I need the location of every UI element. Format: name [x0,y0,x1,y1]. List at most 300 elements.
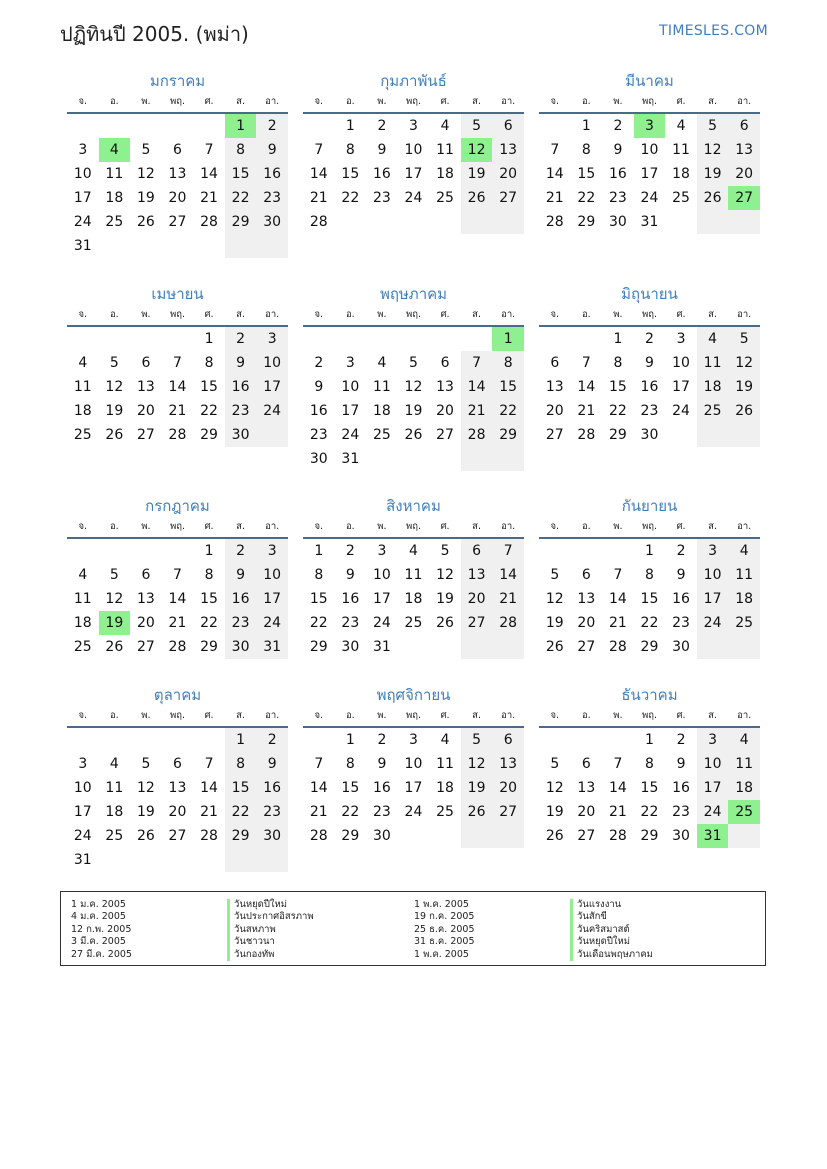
day-cell: 20 [168,804,187,820]
day-cell: 6 [461,539,493,563]
day-cell: 30 [225,423,257,447]
day-cell: 27 [461,611,493,635]
empty-cell [728,824,760,848]
weekday-label: ศ. [440,96,450,107]
day-cell: 4 [99,138,131,162]
day-grid [539,327,760,447]
day-cell: 17 [404,166,423,182]
day-cell: 18 [73,615,92,631]
day-grid [303,539,524,659]
day-cell: 29 [200,639,218,655]
day-cell: 5 [728,327,760,351]
day-cell: 18 [728,587,760,611]
weekday-label: จ. [550,96,560,107]
day-cell: 22 [341,804,360,820]
day-cell: 11 [697,351,729,375]
empty-cell [429,635,461,659]
day-cell: 18 [372,403,391,419]
weekday-label: พ. [613,521,623,532]
holiday-name: วันประกาศอิสรภาพ [227,911,314,923]
day-cell: 24 [256,399,288,423]
day-cell: 12 [461,752,493,776]
day-cell: 22 [341,190,360,206]
day-cell: 9 [314,379,324,395]
weekday-label: พ. [613,96,623,107]
empty-cell [492,635,524,659]
day-cell: 2 [676,543,686,559]
holiday-date: 4 ม.ค. 2005 [71,911,126,923]
weekday-label: พ. [141,309,151,320]
day-cell: 13 [168,780,187,796]
empty-cell [67,327,99,351]
day-cell: 9 [377,756,387,772]
day-cell: 23 [372,804,391,820]
day-cell: 30 [309,451,328,467]
day-cell: 12 [404,379,423,395]
day-cell: 6 [173,756,182,772]
day-cell: 7 [613,756,623,772]
empty-cell [366,447,398,471]
holiday-date: 1 ม.ค. 2005 [71,899,126,910]
day-cell: 10 [341,379,360,395]
day-cell: 6 [581,567,591,583]
holiday-names-col-2 [570,899,653,961]
weekday-label: อา. [265,96,280,107]
day-cell: 15 [225,162,257,186]
day-cell: 15 [341,780,360,796]
day-cell: 13 [436,379,454,395]
day-cell: 25 [73,639,92,655]
day-cell: 9 [613,142,623,158]
day-cell: 18 [697,375,729,399]
weekday-label: อา. [501,710,516,721]
day-cell: 21 [309,190,328,206]
day-cell: 16 [640,379,659,395]
day-cell: 14 [168,379,187,395]
day-cell: 2 [377,118,387,134]
empty-cell [162,728,194,752]
day-cell: 16 [672,591,690,607]
day-cell: 20 [728,162,760,186]
weekday-label: พฤ. [641,309,657,320]
day-cell: 29 [640,639,659,655]
day-cell: 24 [73,828,92,844]
day-cell: 20 [136,403,155,419]
empty-cell [162,327,194,351]
day-cell: 10 [73,166,92,182]
month-name: กรกฎาคม [145,497,210,515]
day-cell: 17 [73,190,92,206]
empty-cell [67,539,99,563]
day-cell: 20 [436,403,454,419]
day-cell: 16 [672,780,690,796]
day-cell: 2 [345,543,355,559]
day-cell: 26 [461,186,493,210]
weekday-label: ศ. [204,521,214,532]
weekday-label: จ. [314,309,324,320]
day-cell: 6 [141,355,151,371]
empty-cell [335,210,367,234]
day-cell: 1 [204,331,214,347]
empty-cell [225,234,257,258]
day-cell: 25 [436,190,454,206]
month-block [67,283,288,447]
empty-cell [193,728,225,752]
day-cell: 19 [461,162,493,186]
holiday-name: วันชาวนา [227,936,314,948]
day-cell: 5 [109,567,119,583]
empty-cell [130,327,162,351]
weekday-label: พ. [141,521,151,532]
day-cell: 25 [372,427,391,443]
day-cell: 4 [78,355,88,371]
weekday-label: จ. [314,521,324,532]
weekday-label: อ. [345,309,355,320]
weekday-label: ศ. [676,710,686,721]
day-cell: 8 [225,752,257,776]
day-cell: 26 [728,399,760,423]
weekday-label: ส. [708,710,717,721]
day-cell: 4 [676,118,686,134]
empty-cell [225,848,257,872]
day-cell: 11 [404,567,423,583]
day-cell: 28 [309,214,328,230]
day-cell: 8 [492,351,524,375]
empty-cell [429,447,461,471]
month-name: กันยายน [621,497,678,515]
day-cell: 22 [200,403,218,419]
day-cell: 26 [461,800,493,824]
day-cell: 19 [461,776,493,800]
day-cell: 3 [256,539,288,563]
empty-cell [130,848,162,872]
empty-cell [366,327,398,351]
empty-cell [697,210,729,234]
day-cell: 16 [309,403,328,419]
day-cell: 21 [461,399,493,423]
weekday-label: ส. [472,710,481,721]
day-cell: 4 [697,327,729,351]
day-cell: 11 [728,563,760,587]
day-cell: 28 [608,828,627,844]
day-cell: 22 [640,804,659,820]
day-cell: 28 [168,639,187,655]
day-cell: 18 [436,780,454,796]
day-cell: 16 [225,375,257,399]
day-cell: 18 [73,403,92,419]
day-cell: 29 [341,828,360,844]
day-cell: 20 [136,615,155,631]
day-cell: 5 [550,567,560,583]
day-cell: 19 [404,403,423,419]
day-cell: 7 [613,567,623,583]
brand-link[interactable]: TIMESLES.COM [659,23,768,39]
day-cell: 19 [436,591,454,607]
day-cell: 28 [461,423,493,447]
weekday-label: อา. [265,521,280,532]
day-cell: 23 [256,186,288,210]
weekday-label: พฤ. [169,96,185,107]
day-cell: 2 [314,355,324,371]
day-cell: 31 [341,451,360,467]
day-cell: 7 [461,351,493,375]
month-block [539,70,760,234]
day-cell: 3 [377,543,387,559]
day-cell: 29 [309,639,328,655]
day-cell: 11 [73,379,92,395]
weekday-label: พฤ. [405,710,421,721]
day-cell: 5 [141,142,151,158]
day-cell: 19 [697,162,729,186]
day-cell: 12 [728,351,760,375]
day-cell: 9 [225,563,257,587]
empty-cell [571,327,603,351]
day-cell: 21 [608,615,627,631]
weekday-label: ส. [708,521,717,532]
day-cell: 24 [697,611,729,635]
day-cell: 31 [73,238,92,254]
holiday-date: 1 พ.ค. 2005 [414,899,469,910]
day-cell: 21 [545,190,564,206]
month-block [303,684,524,848]
day-cell: 10 [697,563,729,587]
empty-cell [429,824,461,848]
day-cell: 20 [492,162,524,186]
day-cell: 15 [225,776,257,800]
empty-cell [539,728,571,752]
empty-cell [539,327,571,351]
day-cell: 8 [613,355,623,371]
empty-cell [303,114,335,138]
day-cell: 26 [136,828,155,844]
day-cell: 2 [676,732,686,748]
day-cell: 24 [404,804,423,820]
weekday-label: อ. [345,521,355,532]
weekday-label: ส. [236,96,245,107]
day-cell: 23 [225,399,257,423]
day-cell: 29 [225,210,257,234]
day-cell: 5 [141,756,151,772]
empty-cell [193,848,225,872]
day-cell: 3 [345,355,355,371]
day-grid [303,728,524,848]
day-cell: 10 [256,563,288,587]
day-cell: 22 [577,190,596,206]
day-cell: 5 [440,543,450,559]
weekday-label: พฤ. [169,710,185,721]
day-cell: 19 [728,375,760,399]
empty-cell [366,210,398,234]
weekday-label: จ. [78,521,88,532]
day-cell: 28 [545,214,564,230]
day-cell: 23 [608,190,627,206]
day-cell: 28 [168,427,187,443]
empty-cell [571,539,603,563]
day-cell: 15 [608,379,627,395]
weekday-label: พฤ. [641,521,657,532]
weekday-label: อา. [737,710,752,721]
empty-cell [461,447,493,471]
weekday-header [539,92,760,114]
day-cell: 27 [492,800,524,824]
weekday-label: อา. [265,710,280,721]
empty-cell [193,234,225,258]
day-cell: 2 [645,331,654,347]
empty-cell [461,327,493,351]
day-cell: 19 [136,804,155,820]
weekday-label: อา. [501,309,516,320]
month-block [303,283,524,471]
day-cell: 19 [136,190,155,206]
day-cell: 11 [436,756,454,772]
day-cell: 16 [608,166,627,182]
day-cell: 8 [645,756,654,772]
day-cell: 3 [409,118,418,134]
day-cell: 12 [105,591,124,607]
day-cell: 31 [697,824,729,848]
day-cell: 26 [545,639,564,655]
weekday-label: ศ. [440,521,450,532]
day-cell: 25 [728,611,760,635]
day-cell: 14 [168,591,187,607]
day-cell: 6 [492,728,524,752]
weekday-label: อ. [581,521,591,532]
day-cell: 16 [372,166,391,182]
day-cell: 17 [697,587,729,611]
weekday-label: พฤ. [169,521,185,532]
day-cell: 1 [581,118,591,134]
day-cell: 15 [640,591,659,607]
day-cell: 25 [73,427,92,443]
empty-cell [398,824,430,848]
empty-cell [130,234,162,258]
day-cell: 7 [492,539,524,563]
day-grid [539,539,760,659]
day-cell: 30 [341,639,360,655]
day-cell: 6 [728,114,760,138]
day-cell: 13 [461,563,493,587]
empty-cell [571,728,603,752]
day-cell: 24 [256,611,288,635]
day-cell: 30 [672,639,690,655]
empty-cell [67,728,99,752]
day-cell: 25 [436,804,454,820]
day-cell: 8 [581,142,591,158]
day-cell: 25 [672,190,690,206]
day-cell: 3 [697,728,729,752]
day-cell: 30 [640,427,659,443]
weekday-label: ส. [708,309,717,320]
day-cell: 6 [550,355,560,371]
holiday-name: วันหยุดปีใหม่ [570,936,653,948]
day-cell: 20 [461,587,493,611]
day-cell: 1 [645,543,654,559]
day-cell: 10 [73,780,92,796]
day-cell: 28 [608,639,627,655]
weekday-label: พฤ. [405,96,421,107]
day-cell: 1 [492,327,524,351]
day-cell: 30 [608,214,627,230]
day-cell: 28 [577,427,596,443]
day-cell: 18 [436,166,454,182]
day-cell: 6 [581,756,591,772]
weekday-label: พ. [613,710,623,721]
day-cell: 17 [341,403,360,419]
day-cell: 14 [577,379,596,395]
weekday-label: อ. [109,521,119,532]
day-cell: 8 [204,355,214,371]
weekday-label: จ. [78,710,88,721]
day-cell: 26 [105,427,124,443]
day-cell: 3 [409,732,418,748]
day-cell: 17 [640,166,659,182]
empty-cell [398,210,430,234]
holiday-dates-col-2 [414,899,475,961]
empty-cell [602,728,634,752]
weekday-label: พ. [377,309,387,320]
month-block [67,495,288,659]
holiday-date: 3 มี.ค. 2005 [71,936,126,948]
day-cell: 24 [672,403,690,419]
day-cell: 28 [200,828,218,844]
month-block [303,495,524,659]
empty-cell [130,539,162,563]
day-cell: 31 [73,852,92,868]
day-cell: 22 [640,615,659,631]
day-cell: 27 [545,427,564,443]
weekday-header [539,706,760,728]
empty-cell [67,114,99,138]
day-cell: 17 [73,804,92,820]
day-grid [67,114,288,258]
day-cell: 25 [105,214,124,230]
holiday-date: 12 ก.พ. 2005 [71,923,132,935]
day-cell: 27 [136,639,155,655]
day-cell: 4 [109,756,119,772]
day-cell: 6 [492,114,524,138]
day-cell: 21 [492,587,524,611]
day-cell: 12 [436,567,454,583]
day-cell: 28 [309,828,328,844]
weekday-label: พฤ. [405,521,421,532]
day-cell: 23 [672,804,690,820]
day-cell: 12 [545,591,564,607]
holiday-date: 27 มี.ค. 2005 [71,948,132,960]
month-name: มีนาคม [625,72,674,90]
month-name: มิถุนายน [621,285,678,303]
day-cell: 23 [341,615,360,631]
day-grid [67,327,288,447]
day-cell: 6 [141,567,151,583]
day-grid [539,728,760,848]
day-cell: 1 [314,543,324,559]
day-cell: 23 [640,403,659,419]
empty-cell [99,539,131,563]
day-cell: 14 [492,563,524,587]
day-grid [67,539,288,659]
day-cell: 9 [676,756,686,772]
holiday-date: 25 ธ.ค. 2005 [414,923,475,935]
day-cell: 15 [200,379,218,395]
holiday-date: 1 พ.ค. 2005 [414,948,469,960]
day-cell: 2 [256,728,288,752]
empty-cell [461,635,493,659]
day-cell: 28 [200,214,218,230]
day-cell: 22 [492,399,524,423]
weekday-label: พ. [141,710,151,721]
day-grid [539,114,760,234]
holiday-name: วันสหภาพ [227,924,314,936]
